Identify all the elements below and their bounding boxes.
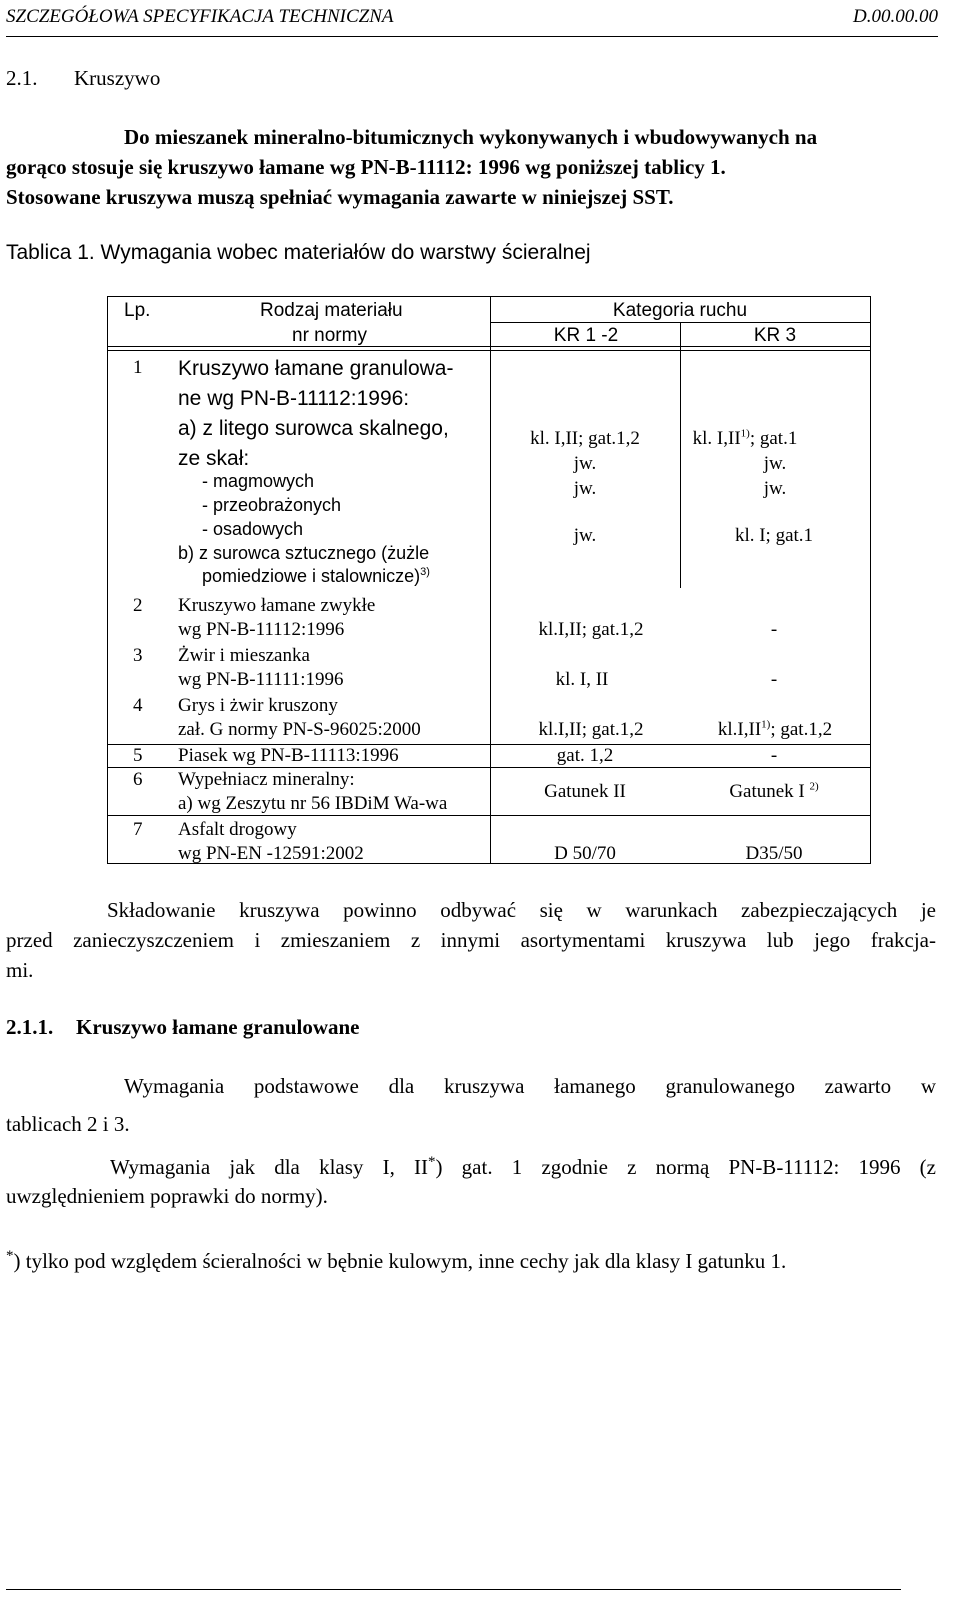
class-req-line-1 (110, 1155, 936, 1180)
row1-line1: Kruszywo łamane granulowa- (178, 357, 454, 380)
row4-kr12: kl.I,II; gat.1,2 (538, 719, 644, 740)
row3-line2: wg PN-B-11111:1996 (178, 669, 344, 690)
class-req-line-2: uwzględnieniem poprawki do normy). (6, 1184, 328, 1208)
row3-kr3: - (770, 669, 778, 690)
row2-line2: wg PN-B-11112:1996 (178, 619, 345, 640)
row3-no: 3 (133, 645, 143, 666)
row1-b2-text: pomiedziowe i stalownicze) (202, 566, 421, 586)
row1-osad: - osadowych (202, 519, 304, 539)
row2-kr3: - (770, 619, 778, 640)
row5-kr12: gat. 1,2 (556, 745, 614, 766)
row1-kr3-d: kl. I; gat.1 (734, 525, 814, 546)
subsection-number: 2.1.1. (6, 1015, 54, 1039)
row6-line1: Wypełniacz mineralny: (178, 769, 355, 790)
row6-no: 6 (133, 769, 143, 790)
class-req-suffix: ) gat. 1 zgodnie z normą PN-B-11112: 1996 (z (435, 1155, 936, 1179)
storage-line-2: przed zanieczyszczeniem i zmieszaniem z innymi asortymentami kruszywa lub jego frakcja- (6, 928, 936, 952)
row1-b2 (202, 566, 430, 587)
th-rodzaj: Rodzaj materiału (260, 300, 403, 321)
row1-kr3-b: jw. (763, 453, 787, 474)
row7-line1: Asfalt drogowy (178, 819, 297, 840)
section-number: 2.1. (6, 66, 38, 90)
row1-kr3-a-footnote: 1) (740, 427, 750, 440)
row4-line1: Grys i żwir kruszony (178, 695, 338, 716)
th-kr3: KR 3 (753, 325, 797, 346)
row6-line2: a) wg Zeszytu nr 56 IBDiM Wa-wa (178, 793, 448, 814)
table-caption: Tablica 1. Wymagania wobec materiałów do warstwy ścieralnej (6, 241, 591, 264)
row1-b1: b) z surowca sztucznego (żużle (178, 543, 430, 563)
row4-kr3-footnote: 1) (761, 718, 771, 731)
row4-kr3 (718, 719, 832, 741)
storage-line-3: mi. (6, 958, 34, 982)
class-req-text: Wymagania jak dla klasy I, II (110, 1155, 428, 1179)
basic-req-line-1: Wymagania podstawowe dla kruszywa łamanego granulowanego zawarto w (124, 1074, 936, 1098)
th-kategoria: Kategoria ruchu (612, 300, 748, 321)
intro-line-3: Stosowane kruszywa muszą spełniać wymagania zawarte w niniejszej SST. (6, 185, 674, 209)
row1-line2: ne wg PN-B-11112:1996: (178, 387, 410, 410)
storage-line-1: Składowanie kruszywa powinno odbywać się w warunkach zabezpieczających je (107, 898, 936, 922)
section-title: Kruszywo (74, 66, 161, 90)
row4-kr3-text: kl.I,II (717, 719, 762, 740)
th-normy: nr normy (292, 325, 367, 346)
th-lp: Lp. (124, 300, 151, 321)
row7-no: 7 (133, 819, 143, 840)
row4-kr3-suffix: ; gat.1,2 (770, 719, 833, 740)
row5-kr3: - (770, 745, 778, 766)
row6-kr3 (729, 781, 818, 803)
row1-no: 1 (133, 357, 143, 378)
row6-kr3-footnote: 2) (809, 780, 819, 793)
basic-req-line-2: tablicach 2 i 3. (6, 1112, 130, 1136)
row6-kr3-text: Gatunek I (729, 781, 805, 802)
row7-kr12: D 50/70 (554, 843, 616, 864)
row2-line1: Kruszywo łamane zwykłe (178, 595, 376, 616)
row2-no: 2 (133, 595, 143, 616)
row1-kr12-a: kl. I,II; gat.1,2 (530, 428, 640, 449)
row1-kr12-b: jw. (573, 453, 597, 474)
header-code: D.00.00.00 (853, 6, 938, 27)
intro-line-2: gorąco stosuje się kruszywo łamane wg PN-B-11112: 1996 wg poniższej tablicy 1. (6, 155, 726, 179)
intro-line-1: Do mieszanek mineralno-bitumicznych wykonywanych i wbudowywanych na (124, 125, 818, 149)
row1-kr12-c: jw. (573, 478, 597, 499)
row4-line2: zał. G normy PN-S-96025:2000 (178, 719, 421, 740)
row1-przeo: - przeobrażonych (202, 495, 342, 515)
row1-magm: - magmowych (202, 471, 315, 491)
footnote (6, 1249, 786, 1274)
footer-rule (6, 1589, 901, 1590)
header-title: SZCZEGÓŁOWA SPECYFIKACJA TECHNICZNA (6, 6, 394, 27)
row1-kr3-a (693, 428, 798, 450)
row1-kr3-a-suffix: ; gat.1 (749, 428, 798, 449)
row2-kr12: kl.I,II; gat.1,2 (538, 619, 644, 640)
row5-line1: Piasek wg PN-B-11113:1996 (178, 745, 399, 766)
row4-no: 4 (133, 695, 143, 716)
class-req-asterisk: * (428, 1154, 436, 1170)
subsection-title: Kruszywo łamane granulowane (76, 1015, 360, 1039)
row3-kr12: kl. I, II (555, 669, 609, 690)
row6-kr12: Gatunek II (544, 781, 626, 802)
row1-line3: a) z litego surowca skalnego, (178, 417, 449, 440)
row3-line1: Żwir i mieszanka (178, 645, 310, 666)
footnote-asterisk: * (6, 1248, 14, 1264)
header-rule (6, 36, 938, 37)
row1-kr12-d: jw. (573, 525, 597, 546)
footnote-text: ) tylko pod względem ścieralności w bębnie kulowym, inne cechy jak dla klasy I gatunku 1. (13, 1249, 787, 1273)
th-kr12: KR 1 -2 (553, 325, 619, 346)
row1-kr3-c: jw. (763, 478, 787, 499)
row7-line2: wg PN-EN -12591:2002 (178, 843, 364, 864)
row1-b2-footnote: 3) (420, 566, 430, 578)
row1-line4: ze skał: (178, 447, 250, 470)
row5-no: 5 (133, 745, 143, 766)
row1-kr3-a-text: kl. I,II (692, 428, 741, 449)
row7-kr3: D35/50 (745, 843, 803, 864)
